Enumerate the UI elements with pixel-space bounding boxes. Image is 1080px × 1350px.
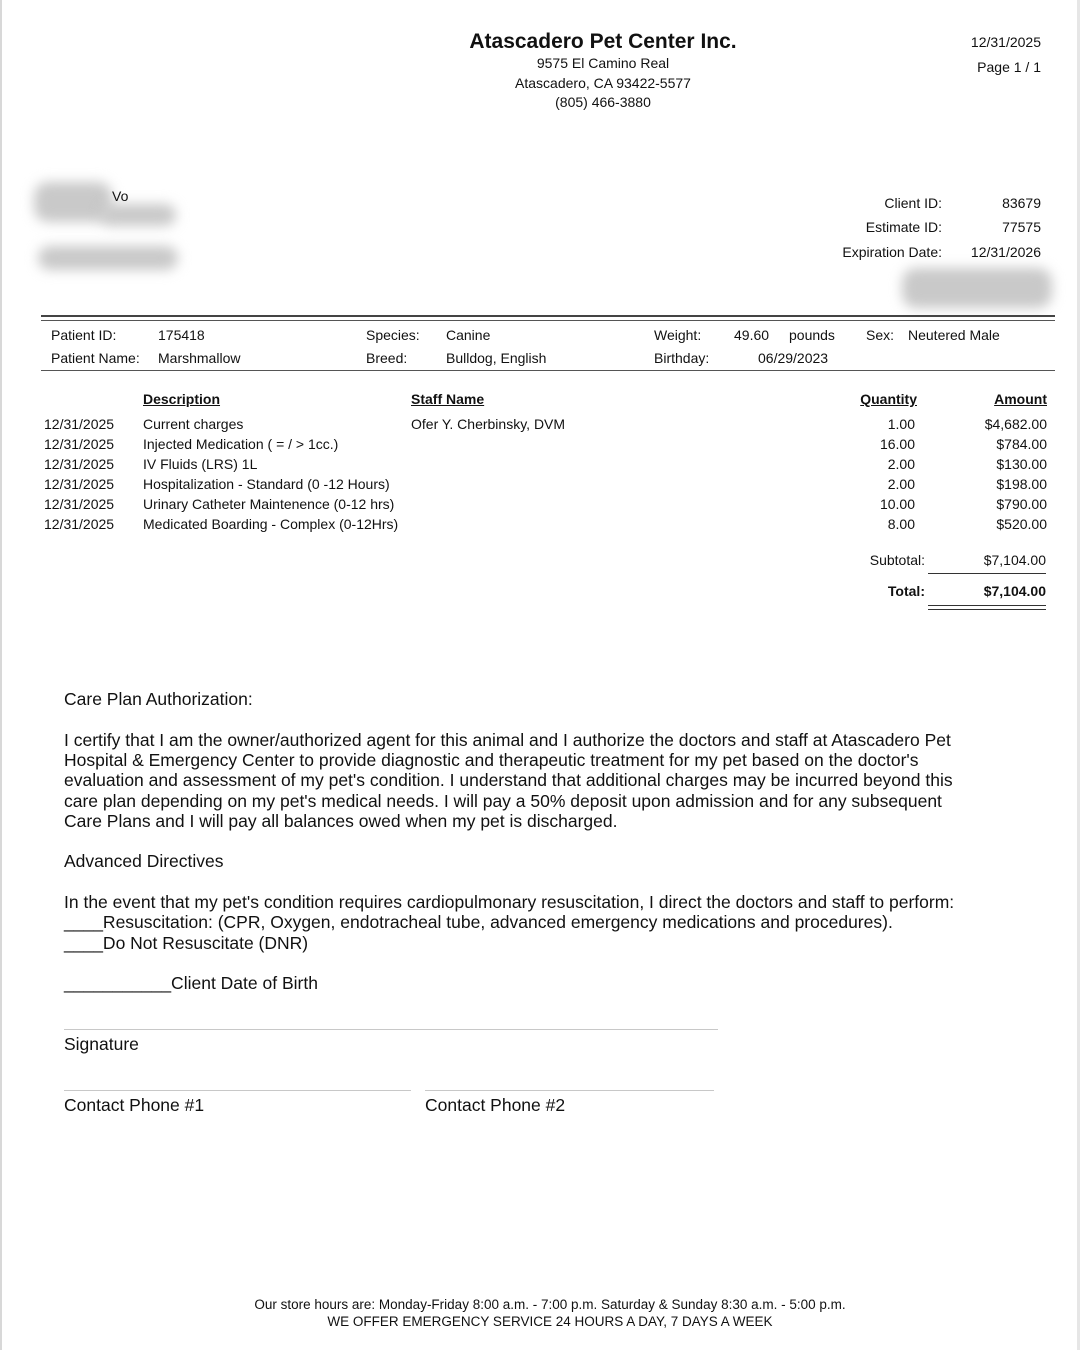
col-header-staff: Staff Name — [411, 391, 485, 407]
client-date-of-birth: ___________Client Date of Birth — [64, 973, 318, 993]
authorization-paragraph-line: evaluation and assessment of my pet's condition. I understand that additional charges may be incurred beyond this — [64, 770, 953, 790]
row-date: 12/31/2025 — [44, 436, 115, 452]
footer-emergency-service: WE OFFER EMERGENCY SERVICE 24 HOURS A DAY, 7 DAYS A WEEK — [327, 1314, 773, 1329]
sex-label: Sex: — [866, 327, 895, 343]
row-amount: $520.00 — [996, 516, 1047, 532]
total-amount: $7,104.00 — [983, 583, 1046, 599]
signature-line — [64, 1029, 718, 1030]
row-date: 12/31/2025 — [44, 456, 115, 472]
weight-value: 49.60 — [734, 327, 770, 343]
row-date: 12/31/2025 — [44, 516, 115, 532]
signature-label: Signature — [64, 1034, 139, 1054]
care-plan-title: Care Plan Authorization: — [64, 689, 253, 709]
clinic-address-line1: 9575 El Camino Real — [536, 55, 670, 71]
row-quantity: 1.00 — [887, 416, 915, 432]
page-number: Page 1 / 1 — [977, 59, 1041, 75]
row-amount: $4,682.00 — [984, 416, 1047, 432]
row-amount: $198.00 — [996, 476, 1047, 492]
table-row — [0, 516, 1080, 536]
client-id: 83679 — [1002, 195, 1041, 211]
row-quantity: 10.00 — [879, 496, 915, 512]
row-description: Current charges — [143, 416, 244, 432]
total-label: Total: — [887, 583, 925, 599]
row-amount: $130.00 — [996, 456, 1047, 472]
col-header-quantity: Quantity — [860, 391, 917, 407]
row-description: Hospitalization - Standard (0 -12 Hours) — [143, 476, 390, 492]
contact-phone-2-label: Contact Phone #2 — [425, 1095, 566, 1115]
contact-phone-2-line — [425, 1090, 714, 1091]
authorization-paragraph-line: care plan depending on my pet's medical needs. I will pay a 50% deposit upon admission and for any subsequent — [64, 791, 942, 811]
directive-intro: In the event that my pet's condition requires cardiopulmonary resuscitation, I direct the doctors and staff to perform: — [64, 892, 955, 912]
document-date: 12/31/2025 — [970, 34, 1041, 50]
patient-id: 175418 — [158, 327, 205, 343]
option-dnr: ____Do Not Resuscitate (DNR) — [64, 933, 309, 953]
row-amount: $790.00 — [996, 496, 1047, 512]
table-row — [0, 456, 1080, 476]
authorization-paragraph-line: Care Plans and I will pay all balances owed when my pet is discharged. — [64, 811, 618, 831]
species-label: Species: — [366, 327, 420, 343]
weight-unit: pounds — [789, 327, 835, 343]
breed-label: Breed: — [366, 350, 408, 366]
subtotal-label: Subtotal: — [869, 552, 925, 568]
redacted-client-name-2 — [100, 204, 176, 226]
clinic-address-line2: Atascadero, CA 93422-5577 — [515, 75, 691, 91]
patient-bottom-rule — [41, 370, 1055, 371]
option-resuscitation: ____Resuscitation: (CPR, Oxygen, endotracheal tube, advanced emergency medications and procedures). — [64, 912, 893, 932]
patient-name-label: Patient Name: — [51, 350, 140, 366]
row-amount: $784.00 — [996, 436, 1047, 452]
row-description: IV Fluids (LRS) 1L — [143, 456, 258, 472]
row-quantity: 2.00 — [887, 456, 915, 472]
row-staff: Ofer Y. Cherbinsky, DVM — [411, 416, 566, 432]
client-name-visible: Vo — [112, 188, 129, 204]
row-description: Injected Medication ( = / > 1cc.) — [143, 436, 339, 452]
estimate-id-label: Estimate ID: — [865, 219, 942, 235]
subtotal-rule — [928, 573, 1046, 574]
sex: Neutered Male — [908, 327, 1000, 343]
row-date: 12/31/2025 — [44, 476, 115, 492]
species: Canine — [446, 327, 491, 343]
col-header-description: Description — [143, 391, 221, 407]
table-row — [0, 436, 1080, 456]
row-quantity: 8.00 — [887, 516, 915, 532]
expiration-date: 12/31/2026 — [970, 244, 1041, 260]
breed: Bulldog, English — [446, 350, 547, 366]
expiration-date-label: Expiration Date: — [842, 244, 942, 260]
redacted-client-address — [38, 246, 178, 270]
clinic-name: Atascadero Pet Center Inc. — [469, 30, 737, 53]
client-id-label: Client ID: — [884, 195, 942, 211]
patient-name: Marshmallow — [158, 350, 241, 366]
table-row — [0, 476, 1080, 496]
patient-id-label: Patient ID: — [51, 327, 117, 343]
row-description: Medicated Boarding - Complex (0-12Hrs) — [143, 516, 399, 532]
table-row — [0, 496, 1080, 516]
birthday-label: Birthday: — [654, 350, 710, 366]
authorization-paragraph-line: Hospital & Emergency Center to provide diagnostic and therapeutic treatment for my pet based on the doctor's — [64, 750, 919, 770]
table-row — [0, 416, 1080, 436]
col-header-amount: Amount — [994, 391, 1047, 407]
contact-phone-1-label: Contact Phone #1 — [64, 1095, 205, 1115]
patient-top-rule — [41, 315, 1055, 317]
row-description: Urinary Catheter Maintenence (0-12 hrs) — [143, 496, 395, 512]
authorization-paragraph-line: I certify that I am the owner/authorized agent for this animal and I authorize the doctors and staff at Atascadero Pet — [64, 730, 951, 750]
row-date: 12/31/2025 — [44, 416, 115, 432]
total-rule-2 — [928, 609, 1046, 610]
advanced-directives-title: Advanced Directives — [64, 851, 224, 871]
row-quantity: 16.00 — [879, 436, 915, 452]
subtotal-amount: $7,104.00 — [983, 552, 1046, 568]
contact-phone-1-line — [64, 1090, 411, 1091]
weight-label: Weight: — [654, 327, 702, 343]
clinic-phone: (805) 466-3880 — [555, 94, 651, 110]
total-rule-1 — [928, 605, 1046, 606]
estimate-id: 77575 — [1002, 219, 1041, 235]
footer-store-hours: Our store hours are: Monday-Friday 8:00 a.m. - 7:00 p.m. Saturday & Sunday 8:30 a.m. - 5:00 p.m. — [254, 1297, 846, 1312]
patient-top-rule-2 — [41, 320, 1055, 321]
row-quantity: 2.00 — [887, 476, 915, 492]
birthday: 06/29/2023 — [758, 350, 829, 366]
redacted-client-info — [902, 268, 1052, 308]
row-date: 12/31/2025 — [44, 496, 115, 512]
page-edge-left — [0, 0, 2, 1350]
